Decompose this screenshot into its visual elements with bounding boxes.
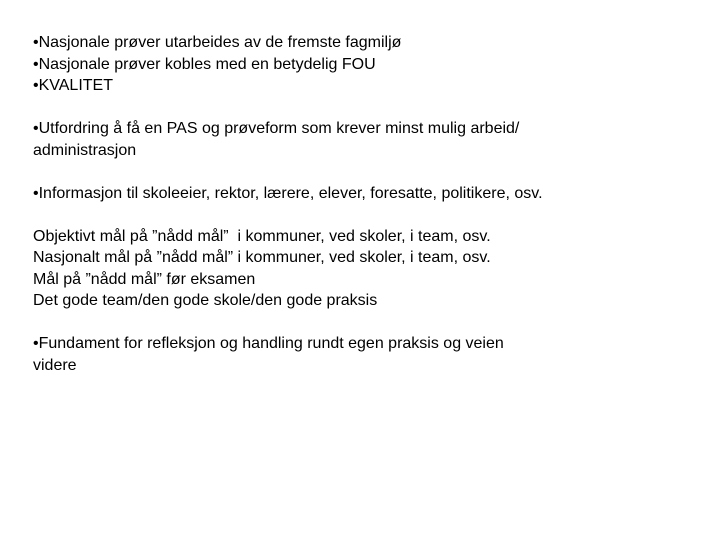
bullet-block-information <box>33 183 703 205</box>
text-line: •Fundament for refleksjon og handling rundt egen praksis og veien <box>33 335 504 352</box>
text-line: •KVALITET <box>33 77 113 94</box>
spacer <box>33 312 703 334</box>
text-line: administrasjon <box>33 141 137 159</box>
text-line: Mål på ”nådd mål” før eksamen <box>33 270 256 288</box>
spacer <box>33 161 703 183</box>
text-line: •Utfordring å få en PAS og prøveform som krever minst mulig arbeid/ <box>33 120 520 137</box>
text-block-goals <box>33 226 703 312</box>
bullet-block-challenge <box>33 118 703 161</box>
text-line: •Nasjonale prøver utarbeides av de fremste fagmiljø <box>33 34 402 51</box>
spacer <box>33 204 703 226</box>
text-line: •Nasjonale prøver kobles med en betydelig FOU <box>33 55 376 73</box>
bullet-block-foundation <box>33 333 703 376</box>
slide-body <box>33 32 703 376</box>
bullet-block-quality <box>33 32 703 97</box>
spacer <box>33 97 703 119</box>
text-line: Det gode team/den gode skole/den gode praksis <box>33 292 378 309</box>
text-line: videre <box>33 356 77 374</box>
text-line: •Informasjon til skoleeier, rektor, lærere, elever, foresatte, politikere, osv. <box>33 184 543 202</box>
text-line: Nasjonalt mål på ”nådd mål” i kommuner, ved skoler, i team, osv. <box>33 249 491 266</box>
text-line: Objektivt mål på ”nådd mål” i kommuner, ved skoler, i team, osv. <box>33 227 491 245</box>
